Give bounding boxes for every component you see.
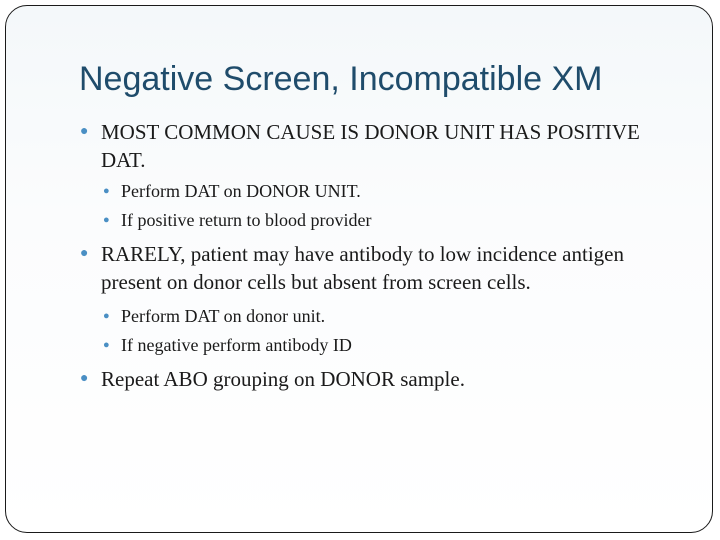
sub-bullet-marker-icon: ● <box>103 214 110 226</box>
bullet-1-sub-1-text: Perform DAT on DONOR UNIT. <box>121 181 361 201</box>
bullet-1-sub-1 <box>80 179 680 203</box>
bullet-2-sub-1-text: Perform DAT on donor unit. <box>121 306 326 326</box>
bullet-3 <box>80 365 680 393</box>
bullet-marker-icon: ● <box>80 246 89 261</box>
bullet-3-text: Repeat ABO grouping on DONOR sample. <box>101 367 465 391</box>
bullet-1-sub-2-text: If positive return to blood provider <box>121 210 372 230</box>
slide-content <box>80 118 680 393</box>
bullet-2-sub-2 <box>80 333 680 357</box>
bullet-marker-icon: ● <box>80 371 89 386</box>
slide-title: Negative Screen, Incompatible XM <box>79 60 603 98</box>
sub-bullet-marker-icon: ● <box>103 310 110 322</box>
bullet-marker-icon: ● <box>80 124 89 139</box>
sub-bullet-marker-icon: ● <box>103 339 110 351</box>
bullet-2-text: RARELY, patient may have antibody to low incidence antigen present on donor cells but absent from screen cells. <box>101 242 624 294</box>
sub-bullet-marker-icon: ● <box>103 185 110 197</box>
bullet-1-text: MOST COMMON CAUSE IS DONOR UNIT HAS POSITIVE DAT. <box>101 120 640 172</box>
bullet-1-sub-2 <box>80 208 680 232</box>
bullet-1 <box>80 118 680 174</box>
bullet-2-sub-2-text: If negative perform antibody ID <box>121 335 352 355</box>
bullet-2-sub-1 <box>80 304 680 328</box>
bullet-2 <box>80 240 680 296</box>
